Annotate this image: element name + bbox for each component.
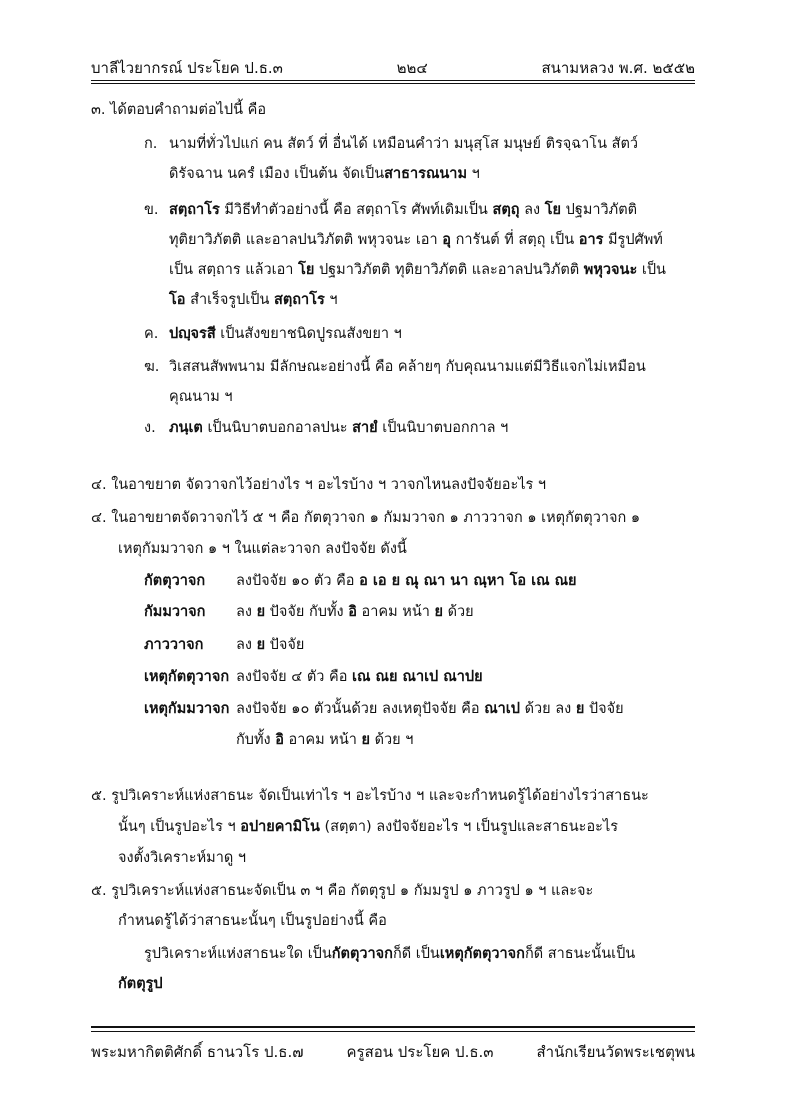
- q3-a-marker: ก.: [144, 136, 158, 152]
- q4-row-desc: ลง ย ปัจจัย: [236, 637, 305, 653]
- q5-answer-line4: กัตตุรูป: [118, 976, 163, 992]
- q5-question-line2: นั้นๆ เป็นรูปอะไร ฯ อปายคามิโน (สตฺตา) ลงปัจจัยอะไร ฯ เป็นรูปและสาธนะอะไร: [118, 819, 619, 835]
- q3-d-line1: วิเสสนสัพพนาม มีลักษณะอย่างนี้ คือ คล้ายๆ กับคุณนามแต่มีวิธีแจกไม่เหมือน: [169, 359, 646, 375]
- q5-answer-line1: ๕. รูปวิเคราะห์แห่งสาธนะจัดเป็น ๓ ฯ คือ กัตตุรูป ๑ กัมมรูป ๑ ภาวรูป ๑ ฯ และจะ: [91, 883, 594, 899]
- q3-d-line2: คุณนาม ฯ: [169, 389, 233, 405]
- q4-row-term: กัมมวาจก: [144, 604, 206, 620]
- q4-row-term: เหตุกัมมวาจก: [144, 701, 230, 717]
- q3-e-line1: ภนฺเต เป็นนิบาตบอกอาลปนะ สายํ เป็นนิบาตบอกกาล ฯ: [169, 420, 509, 436]
- q4-row-desc: ลงปัจจัย ๑๐ ตัว คือ อ เอ ย ณุ ณา นา ณฺหา โอ เณ ณย: [236, 573, 577, 589]
- footer-right: สำนักเรียนวัดพระเชตุพน: [536, 1043, 695, 1061]
- q4-row-desc-continued: กับทั้ง อิ อาคม หน้า ย ด้วย ฯ: [236, 732, 414, 748]
- q3-d-marker: ฆ.: [144, 359, 160, 375]
- q3-c-line1: ปญฺจรสี เป็นสังขยาชนิดปูรณสังขยา ฯ: [169, 326, 402, 342]
- footer-rule-second: [91, 1031, 695, 1032]
- page-footer: [91, 1040, 695, 1064]
- q3-b-line2: ทุติยาวิภัตติ และอาลปนวิภัตติ พหุวจนะ เอา อุ การันต์ ที่ สตฺถุ เป็น อาร มีรูปศัพท์: [169, 232, 663, 248]
- q3-b-marker: ข.: [144, 202, 159, 218]
- q4-row-desc: ลงปัจจัย ๔ ตัว คือ เณ ณย ณาเป ณาปย: [236, 669, 483, 685]
- q3-a-line2: ดิรัจฉาน นครํ เมือง เป็นต้น จัดเป็นสาธารณนาม ฯ: [169, 166, 480, 182]
- footer-rule: [91, 1026, 695, 1028]
- q5-question-line1: ๕. รูปวิเคราะห์แห่งสาธนะ จัดเป็นเท่าไร ฯ อะไรบ้าง ฯ และจะกำหนดรู้ได้อย่างไรว่าสาธนะ: [91, 788, 649, 804]
- page-header: [91, 56, 695, 80]
- q4-row-term: ภาววาจก: [144, 637, 204, 653]
- footer-center: ครูสอน ประโยค ป.ธ.๓: [346, 1043, 494, 1061]
- q4-answer-line2: เหตุกัมมวาจก ๑ ฯ ในแต่ละวาจก ลงปัจจัย ดังนี้: [118, 541, 407, 557]
- q4-row-desc: ลงปัจจัย ๑๐ ตัวนั้นด้วย ลงเหตุปัจจัย คือ ณาเป ด้วย ลง ย ปัจจัย: [236, 701, 624, 717]
- q3-e-marker: ง.: [144, 420, 156, 436]
- q3-b-line3: เป็น สตฺถาร แล้วเอา โย ปฐมาวิภัตติ ทุติยาวิภัตติ และอาลปนวิภัตติ พหุวจนะ เป็น: [169, 262, 666, 278]
- q4-answer-line1: ๔. ในอาขยาตจัดวาจกไว้ ๕ ฯ คือ กัตตุวาจก ๑ กัมมวาจก ๑ ภาววาจก ๑ เหตุกัตตุวาจก ๑: [91, 510, 641, 526]
- q3-b-line4: โอ สำเร็จรูปเป็น สตฺถาโร ฯ: [169, 292, 338, 308]
- header-right: สนามหลวง พ.ศ. ๒๕๕๒: [541, 59, 695, 77]
- q3-intro: ๓. ได้ตอบคำถามต่อไปนี้ คือ: [91, 102, 267, 118]
- q4-row-desc: ลง ย ปัจจัย กับทั้ง อิ อาคม หน้า ย ด้วย: [236, 604, 474, 620]
- q5-answer-line3: รูปวิเคราะห์แห่งสาธนะใด เป็นกัตตุวาจกก็ดี เป็นเหตุกัตตุวาจกก็ดี สาธนะนั้นเป็น: [144, 946, 636, 962]
- q4-row-term: เหตุกัตตุวาจก: [144, 669, 230, 685]
- q3-b-line1: สตฺถาโร มีวิธีทำตัวอย่างนี้ คือ สตฺถาโร ศัพท์เดิมเป็น สตฺถุ ลง โย ปฐมาวิภัตติ: [169, 202, 638, 218]
- header-rule: [91, 80, 695, 81]
- header-rule-second: [91, 83, 695, 84]
- page-number: ๒๒๔: [396, 59, 428, 77]
- q5-question-line3: จงตั้งวิเคราะห์มาดู ฯ: [118, 850, 247, 866]
- q3-a-line1: นามที่ทั่วไปแก่ คน สัตว์ ที่ อื่นได้ เหมือนคำว่า มนุสฺโส มนุษย์ ติรจฺฉาโน สัตว์: [169, 136, 639, 152]
- footer-left: พระมหากิตติศักดิ์ ธานวโร ป.ธ.๗: [91, 1043, 304, 1061]
- q4-row-term: กัตตุวาจก: [144, 573, 206, 589]
- q3-c-marker: ค.: [144, 326, 159, 342]
- q4-question: ๔. ในอาขยาต จัดวาจกไว้อย่างไร ฯ อะไรบ้าง ฯ วาจกไหนลงปัจจัยอะไร ฯ: [91, 477, 547, 493]
- q5-answer-line2: กำหนดรู้ได้ว่าสาธนะนั้นๆ เป็นรูปอย่างนี้ คือ: [118, 913, 387, 929]
- header-left: บาลีไวยากรณ์ ประโยค ป.ธ.๓: [91, 59, 283, 77]
- term-sadharananama: สาธารณนาม: [384, 166, 468, 182]
